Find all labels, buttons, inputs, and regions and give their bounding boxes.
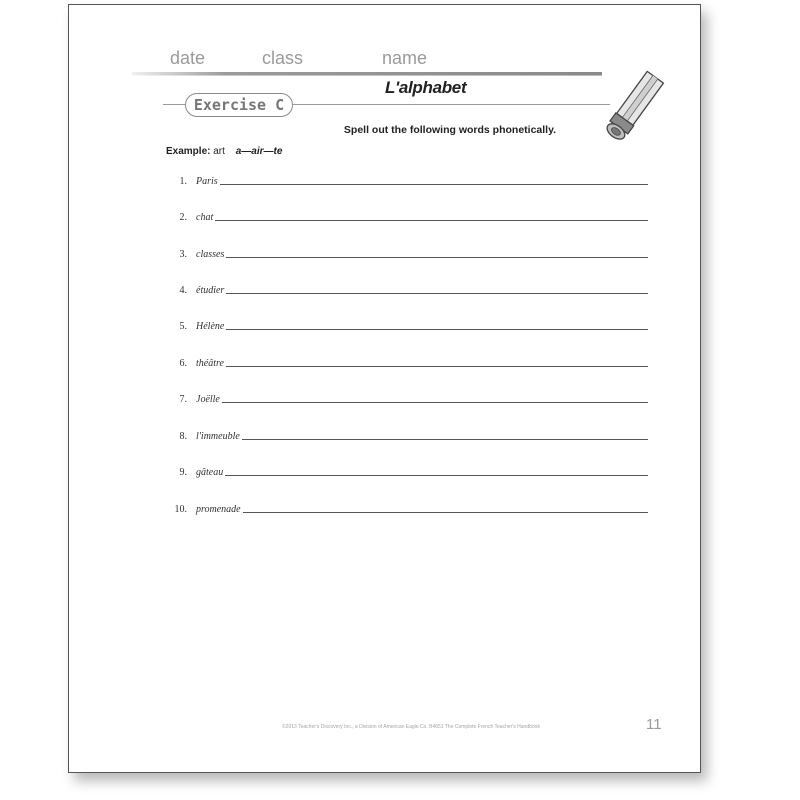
answer-line[interactable] [222,402,648,403]
exercise-item [166,282,648,296]
item-word: Paris [196,176,218,187]
worksheet-title: L'alphabet [385,78,467,97]
item-word: gâteau [196,467,224,478]
item-number: 9. [179,467,187,478]
answer-line[interactable] [242,439,648,440]
item-word: Joëlle [196,394,220,405]
header-rule-shadow [132,75,602,76]
item-number: 2. [179,212,187,223]
example-answer: a—air—te [235,146,283,157]
item-number: 7. [179,394,187,405]
item-word: théâtre [196,358,224,369]
exercise-label: Exercise C [185,93,293,117]
item-word: étudier [196,285,225,296]
class-label: class [262,48,304,68]
item-number: 1. [179,176,187,187]
example-word: art [213,146,225,157]
page-number: 11 [646,716,662,733]
exercise-item [166,464,648,478]
item-word: l'immeuble [196,431,240,442]
exercise-item [166,173,648,187]
exercise-rule-left [163,104,186,105]
exercise-rule-right [292,104,610,105]
item-number: 6. [179,358,187,369]
answer-line[interactable] [226,329,648,330]
answer-line[interactable] [226,257,648,258]
example-label: Example: [166,146,211,157]
answer-line[interactable] [215,220,648,221]
exercise-item [166,501,648,515]
instructions: Spell out the following words phonetically. [343,124,557,136]
answer-line[interactable] [226,366,648,367]
exercise-item [166,428,648,442]
answer-line[interactable] [243,512,648,513]
example [166,146,282,157]
item-number: 5. [179,321,187,332]
item-word: chat [196,212,214,223]
exercise-item [166,391,648,405]
exercise-item [166,318,648,332]
pencil-icon [592,66,674,150]
item-number: 10. [174,504,187,515]
answer-line[interactable] [226,293,648,294]
answer-line[interactable] [220,184,648,185]
item-number: 3. [179,249,187,260]
date-label: date [170,48,206,68]
exercise-item [166,355,648,369]
item-word: Hélène [196,321,225,332]
item-number: 4. [179,285,187,296]
exercise-item [166,246,648,260]
answer-line[interactable] [225,475,648,476]
name-label: name [382,48,428,68]
item-number: 8. [179,431,187,442]
exercise-item [166,209,648,223]
copyright-footer: ©2013 Teacher's Discovery Inc., a Division of American Eagle Co. B4651 The Complete French Teacher's Handbook [282,724,540,730]
item-word: promenade [196,504,241,515]
item-word: classes [196,249,225,260]
